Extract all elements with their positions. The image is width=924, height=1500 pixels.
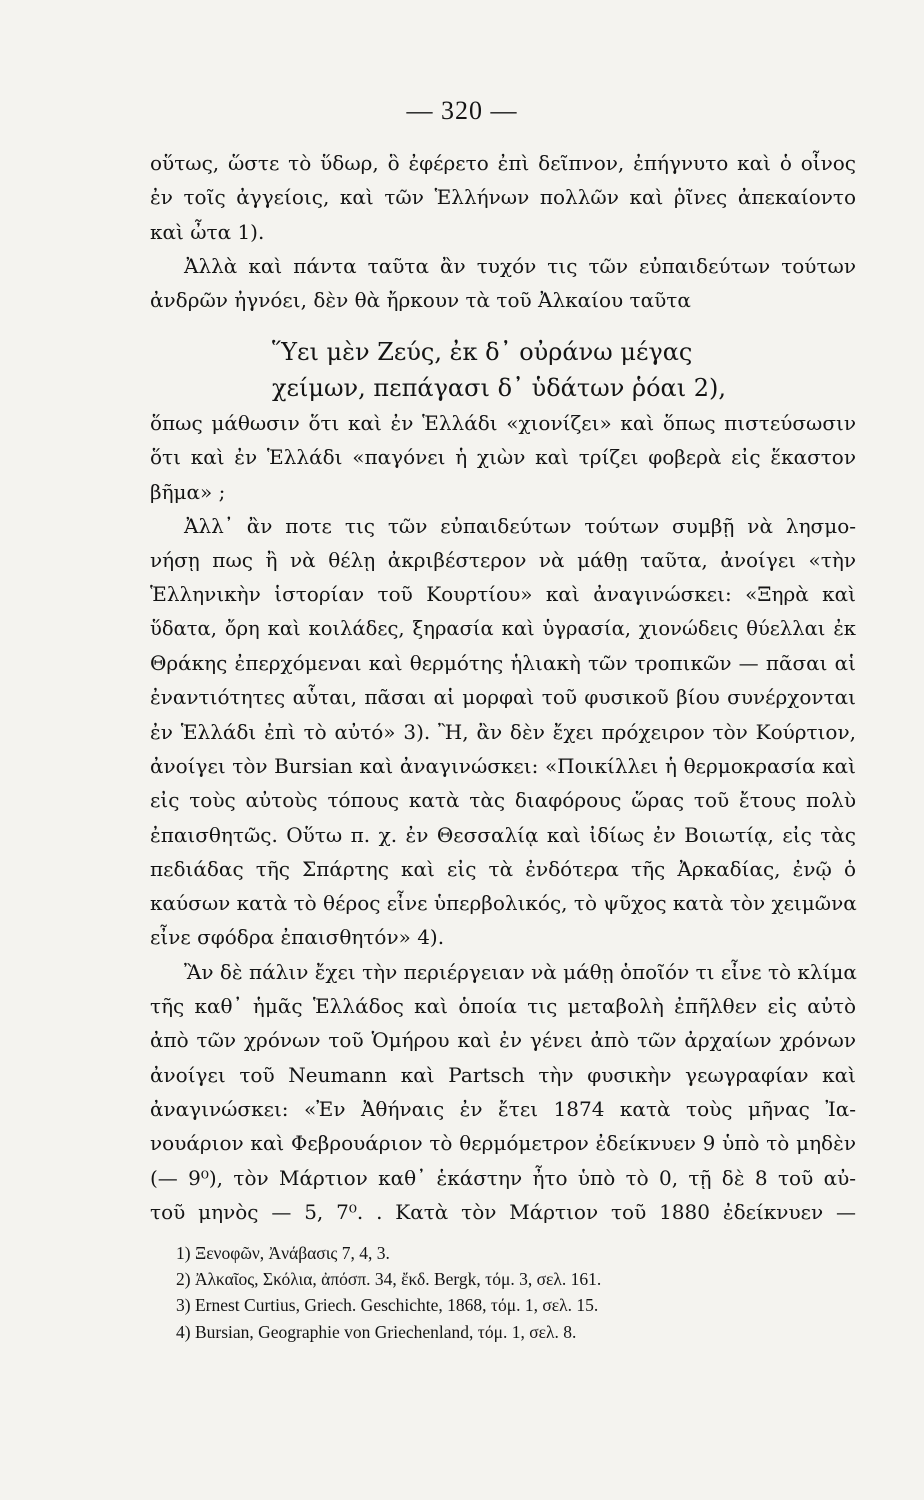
- text-line: ἀνοίγει τοῦ Neumann καὶ Partsch τὴν φυσικὴν γεωγραφίαν καὶ: [150, 1062, 856, 1087]
- text-line: ἀπὸ τῶν χρόνων τοῦ Ὁμήρου καὶ ἐν γένει ἀπὸ τῶν ἀρχαίων χρόνων: [150, 1028, 856, 1053]
- text-line: εἶνε σφόδρα ἐπαισθητόν» 4).: [150, 925, 445, 950]
- text-line: ὅτι καὶ ἐν Ἑλλάδι «παγόνει ἡ χιὼν καὶ τρίζει φοβερὰ εἰς ἕκαστον: [150, 445, 856, 470]
- text-line: τῆς καθ᾽ ἡμᾶς Ἑλλάδος καὶ ὁποία τις μεταβολὴ ἐπῆλθεν εἰς αὐτὸ: [150, 994, 856, 1019]
- text-line: ἀναγινώσκει: «Ἐν Ἀθήναις ἐν ἔτει 1874 κατὰ τοὺς μῆνας Ἰα-: [150, 1096, 856, 1121]
- text-line: ἀνοίγει τὸν Bursian καὶ ἀναγινώσκει: «Ποικίλλει ἡ θερμοκρασία καὶ: [150, 753, 856, 778]
- text-line: βῆμα» ;: [150, 479, 226, 504]
- text-line: οὕτως, ὥστε τὸ ὕδωρ, ὃ ἐφέρετο ἐπὶ δεῖπνον, ἐπήγνυτο καὶ ὁ οἶνος: [150, 151, 856, 175]
- text-line: Ἀλλὰ καὶ πάντα ταῦτα ἂν τυχόν τις τῶν εὐπαιδεύτων τούτων: [184, 253, 856, 278]
- paragraph-2: [150, 406, 856, 1229]
- text-line: εἰς τοὺς αὐτοὺς τόπους κατὰ τὰς διαφόρους ὥρας τοῦ ἔτους πολὺ: [150, 788, 856, 813]
- text-line: καὶ ὦτα 1).: [150, 219, 265, 244]
- text-line: ὕδατα, ὄρη καὶ κοιλάδες, ξηρασία καὶ ὑγρασία, χιονώδεις θύελλαι ἐκ: [150, 616, 856, 640]
- text-line: Ἂν δὲ πάλιν ἔχει τὴν περιέργειαν νὰ μάθῃ ὁποῖόν τι εἶνε τὸ κλίμα: [184, 959, 857, 984]
- footnote: 3) Ernest Curtius, Griech. Geschichte, 1868, τόμ. 1, σελ. 15.: [176, 1295, 599, 1316]
- footnote: 2) Ἀλκαῖος, Σκόλια, ἀπόσπ. 34, ἔκδ. Bergk, τόμ. 3, σελ. 161.: [176, 1269, 602, 1290]
- text-line: νήσῃ πως ἢ νὰ θέλῃ ἀκριβέστερον νὰ μάθῃ ταῦτα, ἀνοίγει «τὴν: [150, 548, 856, 573]
- page-number: — 320 —: [406, 96, 518, 125]
- text-line: ἀνδρῶν ἠγνόει, δὲν θὰ ἤρκουν τὰ τοῦ Ἀλκαίου ταῦτα: [150, 288, 691, 313]
- text-line: πεδιάδας τῆς Σπάρτης καὶ εἰς τὰ ἐνδότερα τῆς Ἀρκαδίας, ἐνῷ ὁ: [150, 856, 856, 881]
- text-line: ἐναντιότητες αὗται, πᾶσαι αἱ μορφαὶ τοῦ φυσικοῦ βίου συνέρχονται: [150, 685, 856, 710]
- text-line: ὅπως μάθωσιν ὅτι καὶ ἐν Ἑλλάδι «χιονίζει» καὶ ὅπως πιστεύσωσιν: [150, 411, 856, 435]
- footnote: 4) Bursian, Geographie von Griechenland, τόμ. 1, σελ. 8.: [176, 1321, 577, 1342]
- text-line: ἐν τοῖς ἀγγείοις, καὶ τῶν Ἑλλήνων πολλῶν καὶ ῥῖνες ἀπεκαίοντο: [150, 185, 856, 210]
- text-line: τοῦ μηνὸς — 5, 7⁰. . Κατὰ τὸν Μάρτιον τοῦ 1880 ἐδείκνυεν —: [150, 1199, 856, 1224]
- verse-line: Ὕει μὲν Ζεύς, ἐκ δ᾽ οὐράνω μέγας: [272, 338, 693, 366]
- text-line: (— 9⁰), τὸν Μάρτιον καθ᾽ ἑκάστην ἦτο ὑπὸ τὸ 0, τῇ δὲ 8 τοῦ αὐ-: [150, 1165, 856, 1190]
- verse-quotation: [272, 334, 726, 406]
- text-line: Ἑλληνικὴν ἱστορίαν τοῦ Κουρτίου» καὶ ἀναγινώσκει: «Ξηρὰ καὶ: [150, 582, 856, 607]
- text-line: Ἀλλ᾽ ἂν ποτε τις τῶν εὐπαιδεύτων τούτων συμβῇ νὰ λησμο-: [184, 513, 856, 538]
- footnote: 1) Ξενοφῶν, Ἀνάβασις 7, 4, 3.: [176, 1243, 390, 1263]
- text-line: νουάριον καὶ Φεβρουάριον τὸ θερμόμετρον ἐδείκνυεν 9 ὑπὸ τὸ μηδὲν: [150, 1131, 856, 1156]
- text-line: καύσων κατὰ τὸ θέρος εἶνε ὑπερβολικός, τὸ ψῦχος κατὰ τὸν χειμῶνα: [150, 891, 857, 916]
- footnotes: [176, 1240, 856, 1345]
- text-line: ἐπαισθητῶς. Οὕτω π. χ. ἐν Θεσσαλίᾳ καὶ ἰδίως ἐν Βοιωτίᾳ, εἰς τὰς: [150, 822, 856, 847]
- text-line: Θράκης ἐπερχόμεναι καὶ θερμότης ἡλιακὴ τῶν τροπικῶν — πᾶσαι αἱ: [150, 651, 856, 676]
- text-line: ἐν Ἑλλάδι ἐπὶ τὸ αὐτό» 3). Ἢ, ἂν δὲν ἔχει πρόχειρον τὸν Κούρτιον,: [150, 719, 856, 744]
- verse-line: χείμων, πεπάγασι δ᾽ ὑδάτων ῥόαι 2),: [272, 374, 727, 402]
- paragraph-1: [150, 146, 856, 317]
